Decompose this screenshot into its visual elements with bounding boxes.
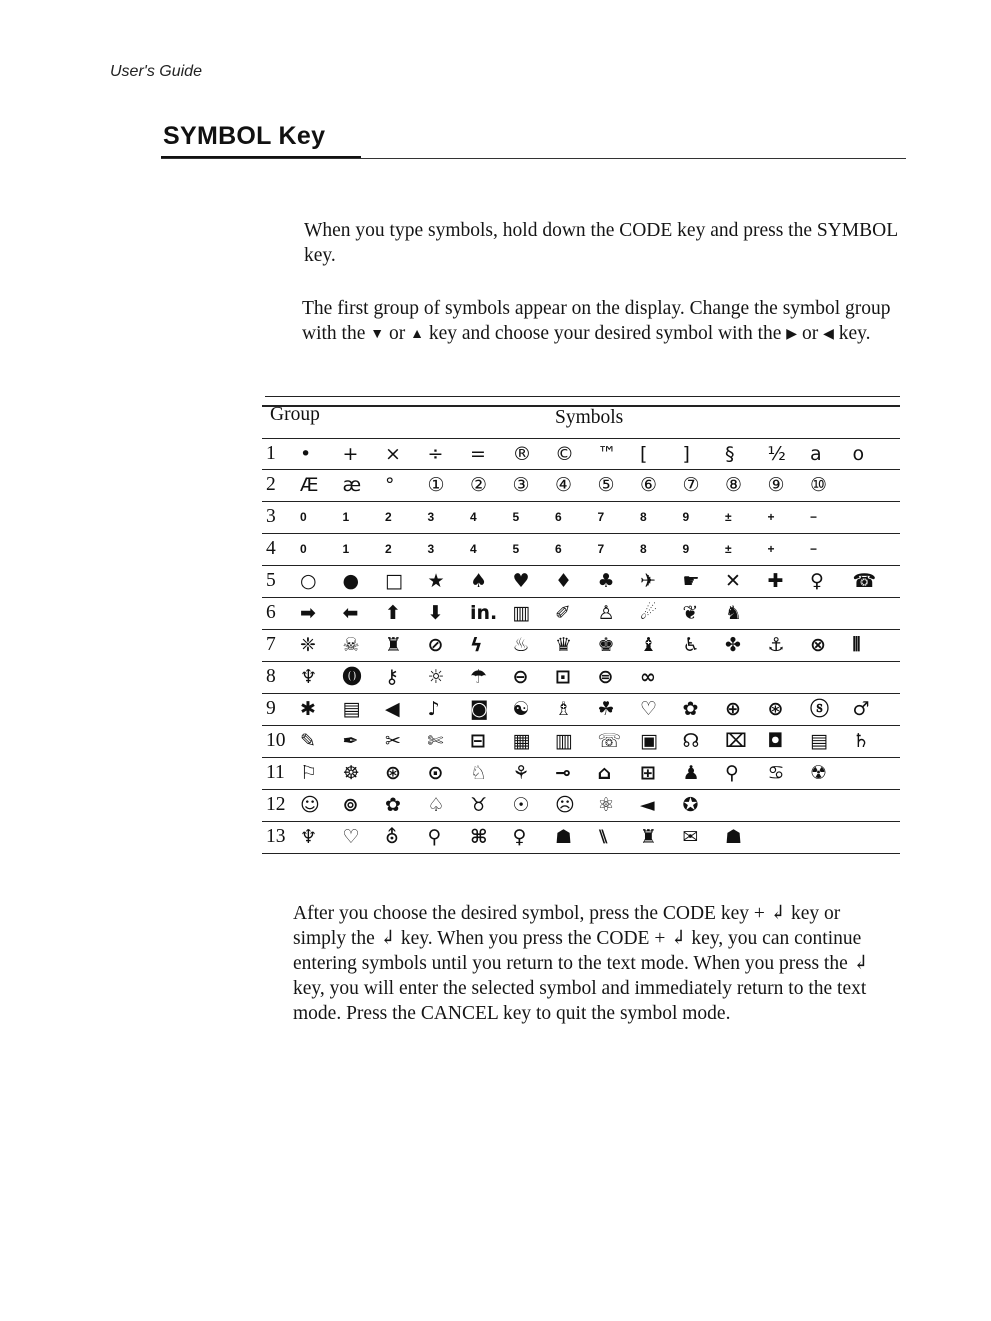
group-number: 1 bbox=[266, 443, 276, 464]
p2-text-b: or bbox=[388, 323, 406, 344]
symbol-cell: ♜ bbox=[385, 634, 403, 656]
symbol-cell: ⊛ bbox=[767, 698, 784, 720]
symbol-cell: ⊚ bbox=[342, 794, 359, 816]
symbol-cell: [ bbox=[640, 443, 648, 465]
symbol-cell: 8 bbox=[640, 542, 647, 556]
symbol-cell: ✉ bbox=[682, 826, 699, 848]
p2-text-d: or bbox=[801, 323, 819, 344]
symbol-cell: ⬅ bbox=[342, 602, 359, 624]
symbol-cell: ϟ bbox=[470, 634, 483, 656]
symbol-cell: + bbox=[342, 443, 359, 465]
symbol-cell: ◄ bbox=[640, 794, 655, 816]
symbol-cell: ✈ bbox=[640, 570, 656, 592]
symbol-cell: ± bbox=[725, 542, 732, 556]
symbol-cell: 9 bbox=[682, 542, 690, 556]
symbol-cell: © bbox=[555, 443, 574, 465]
group-number: 11 bbox=[266, 762, 285, 783]
symbol-list bbox=[300, 505, 900, 529]
symbol-cell: ✎ bbox=[300, 730, 316, 752]
symbol-cell: ✂ bbox=[385, 730, 401, 752]
symbol-cell: ± bbox=[725, 510, 732, 524]
symbol-cell: ② bbox=[470, 474, 488, 496]
symbol-cell: ♀ bbox=[810, 570, 824, 592]
symbol-cell: ⓿ bbox=[342, 666, 362, 688]
outro-paragraph: After you choose the desired symbol, press the CODE key + ↲ key or simply the ↲ key. When you press the CODE + ↲ key, you can continue entering symbols until you return to the text mode. When you press the ↲ key, you will enter the selected symbol and immediately return to the text mode. Press the CANCEL key to quit the symbol mode. bbox=[293, 903, 869, 1024]
symbol-cell: 7 bbox=[597, 510, 605, 524]
symbol-cell: o bbox=[852, 443, 865, 465]
symbol-cell: ⚐ bbox=[300, 762, 318, 784]
symbol-list bbox=[300, 633, 900, 657]
symbol-cell: ♣ bbox=[597, 570, 615, 592]
symbol-cell: × bbox=[385, 443, 401, 465]
symbol-cell: ☸ bbox=[342, 762, 360, 784]
symbol-cell: ☼ bbox=[427, 666, 445, 688]
symbol-cell: 0 bbox=[300, 510, 307, 524]
symbol-cell: ✄ bbox=[427, 730, 444, 752]
group-number: 4 bbox=[266, 538, 276, 559]
symbol-cell: ⬇ bbox=[427, 602, 444, 624]
symbol-cell: ⚓ bbox=[767, 634, 785, 656]
symbol-list bbox=[300, 825, 900, 849]
symbol-cell: Æ bbox=[300, 474, 319, 496]
symbol-cell: ] bbox=[682, 443, 690, 465]
symbol-cell: ♛ bbox=[555, 634, 573, 656]
symbol-cell: ☘ bbox=[597, 698, 615, 720]
symbol-rows bbox=[262, 438, 900, 854]
symbol-cell: ∞ bbox=[640, 666, 656, 688]
symbol-cell: ▥ bbox=[555, 730, 573, 752]
symbol-cell: 5 bbox=[512, 542, 520, 556]
symbol-cell: ⑥ bbox=[640, 474, 658, 496]
group-number: 10 bbox=[266, 730, 286, 751]
intro-paragraph-2 bbox=[302, 296, 902, 347]
symbol-cell: æ bbox=[342, 474, 362, 496]
symbol-cell: ÷ bbox=[427, 443, 444, 465]
symbol-cell: ☎ bbox=[852, 570, 877, 592]
symbol-cell: ☗ bbox=[555, 826, 573, 848]
symbol-cell: 4 bbox=[470, 510, 477, 524]
symbol-cell: ♡ bbox=[640, 698, 658, 720]
symbol-cell: ⊗ bbox=[810, 634, 826, 656]
symbol-list bbox=[300, 697, 900, 721]
symbol-cell: ▣ bbox=[640, 730, 658, 752]
symbol-cell: § bbox=[725, 443, 735, 465]
symbol-cell: ☗ bbox=[725, 826, 743, 848]
symbol-cell: ♘ bbox=[470, 762, 488, 784]
symbol-cell: ⛢ bbox=[385, 826, 399, 848]
symbol-cell: ◀ bbox=[385, 698, 400, 720]
symbol-cell: ½ bbox=[767, 443, 786, 465]
symbol-cell: ⓢ bbox=[810, 698, 830, 720]
table-row bbox=[262, 566, 900, 598]
symbol-cell: ✐ bbox=[555, 602, 571, 624]
symbol-cell: ♀ bbox=[512, 826, 527, 848]
table-row bbox=[262, 598, 900, 630]
symbol-cell: ♠ bbox=[470, 570, 488, 592]
symbol-cell: 4 bbox=[470, 542, 477, 556]
group-number: 6 bbox=[266, 602, 276, 623]
group-number: 3 bbox=[266, 506, 276, 527]
right-arrow-icon: ▶ bbox=[786, 327, 798, 342]
table-row bbox=[262, 438, 900, 470]
table-row bbox=[262, 758, 900, 790]
symbol-cell: ♨ bbox=[512, 634, 530, 656]
table-row bbox=[262, 534, 900, 566]
table-row bbox=[262, 630, 900, 662]
symbol-cell: = bbox=[470, 443, 486, 465]
symbol-cell: ⑩ bbox=[810, 474, 828, 496]
symbol-cell: ⫴ bbox=[852, 634, 861, 656]
symbol-cell: ☛ bbox=[682, 570, 700, 592]
symbol-list bbox=[300, 729, 900, 753]
symbol-cell: 1 bbox=[342, 542, 350, 556]
symbol-cell: 0 bbox=[300, 542, 307, 556]
group-number: 7 bbox=[266, 634, 276, 655]
symbol-cell: ⌘ bbox=[470, 826, 488, 848]
running-header: User's Guide bbox=[110, 63, 202, 80]
symbol-cell: ⊟ bbox=[470, 730, 486, 752]
column-header-group: Group bbox=[270, 404, 320, 425]
symbol-cell: ☏ bbox=[597, 730, 622, 752]
symbol-cell: ♙ bbox=[597, 602, 615, 624]
symbol-cell: − bbox=[810, 542, 818, 556]
symbol-cell: ⊡ bbox=[555, 666, 571, 688]
symbol-list bbox=[300, 793, 900, 817]
symbol-cell: ⊙ bbox=[427, 762, 444, 784]
symbol-cell: ♞ bbox=[725, 602, 743, 624]
symbol-cell: ☄ bbox=[640, 602, 658, 624]
symbol-cell: ⑤ bbox=[597, 474, 615, 496]
symbol-cell: ⊘ bbox=[427, 634, 444, 656]
symbol-list bbox=[300, 665, 900, 689]
group-number: 13 bbox=[266, 826, 286, 847]
symbol-cell: 1 bbox=[342, 510, 350, 524]
symbol-cell: ♜ bbox=[640, 826, 658, 848]
symbol-cell: ♥ bbox=[512, 570, 530, 592]
symbol-cell: ▤ bbox=[810, 730, 828, 752]
symbol-cell: ☠ bbox=[342, 634, 360, 656]
symbol-cell: ♗ bbox=[555, 698, 573, 720]
symbol-list bbox=[300, 761, 900, 785]
symbol-cell: ♆ bbox=[300, 826, 318, 848]
table-row bbox=[262, 662, 900, 694]
group-number: 9 bbox=[266, 698, 276, 719]
group-number: 12 bbox=[266, 794, 286, 815]
p2-text-a: The first group of symbols appear on the display. Change the symbol group with the bbox=[302, 298, 891, 344]
p2-text-e: key. bbox=[838, 323, 871, 344]
symbol-cell: • bbox=[300, 443, 312, 465]
symbol-cell: ✿ bbox=[682, 698, 699, 720]
symbol-cell: ⊕ bbox=[725, 698, 741, 720]
symbol-list bbox=[300, 473, 900, 497]
symbol-cell: ⚘ bbox=[512, 762, 530, 784]
symbol-cell: ♋ bbox=[767, 762, 785, 784]
symbol-cell: ✕ bbox=[725, 570, 741, 592]
symbol-cell: ♦ bbox=[555, 570, 573, 592]
symbol-cell: ✒ bbox=[342, 730, 359, 752]
symbol-cell: ♄ bbox=[852, 730, 870, 752]
symbol-list bbox=[300, 442, 900, 466]
symbol-cell: ○ bbox=[300, 570, 317, 592]
symbol-cell: ④ bbox=[555, 474, 573, 496]
symbol-cell: 2 bbox=[385, 542, 392, 556]
symbol-cell: ➡ bbox=[300, 602, 316, 624]
symbol-cell: 2 bbox=[385, 510, 392, 524]
symbol-cell: ⚷ bbox=[385, 666, 399, 688]
symbol-cell: ™ bbox=[597, 443, 617, 465]
symbol-cell: ⊖ bbox=[512, 666, 529, 688]
symbol-cell: ♡ bbox=[342, 826, 360, 848]
symbol-cell: ● bbox=[342, 570, 360, 592]
symbol-cell: ☂ bbox=[470, 666, 488, 688]
symbol-cell: 7 bbox=[597, 542, 605, 556]
table-row bbox=[262, 822, 900, 854]
symbol-cell: 5 bbox=[512, 510, 520, 524]
symbol-cell: ☢ bbox=[810, 762, 828, 784]
table-row bbox=[262, 502, 900, 534]
symbol-cell: ◙ bbox=[470, 698, 489, 720]
group-number: 2 bbox=[266, 474, 276, 495]
symbol-cell: + bbox=[767, 542, 775, 556]
symbol-cell: 8 bbox=[640, 510, 647, 524]
symbol-cell: ♚ bbox=[597, 634, 615, 656]
group-number: 8 bbox=[266, 666, 276, 687]
symbol-cell: ⌂ bbox=[597, 762, 612, 784]
symbol-cell: ③ bbox=[512, 474, 530, 496]
symbol-cell: ⌧ bbox=[725, 730, 747, 752]
symbol-cell: ♆ bbox=[300, 666, 318, 688]
symbol-cell: ⬆ bbox=[385, 602, 401, 624]
symbol-cell: ▦ bbox=[512, 730, 531, 752]
symbol-list bbox=[300, 601, 900, 625]
symbol-cell: ✿ bbox=[385, 794, 401, 816]
symbol-cell: ⑧ bbox=[725, 474, 743, 496]
symbol-cell: 6 bbox=[555, 510, 562, 524]
symbol-cell: − bbox=[810, 510, 818, 524]
symbol-cell: 6 bbox=[555, 542, 562, 556]
symbol-cell: ® bbox=[512, 443, 532, 465]
symbol-cell: ✱ bbox=[300, 698, 316, 720]
p2-text-c: key and choose your desired symbol with the bbox=[428, 323, 782, 344]
symbol-cell: 9 bbox=[682, 510, 690, 524]
symbol-cell: ☉ bbox=[512, 794, 530, 816]
section-title: SYMBOL Key bbox=[163, 122, 326, 150]
symbol-cell: ♟ bbox=[682, 762, 700, 784]
table-row bbox=[262, 470, 900, 502]
symbol-cell: ✤ bbox=[725, 634, 741, 656]
table-row bbox=[262, 790, 900, 822]
symbol-cell: ☺ bbox=[300, 794, 320, 816]
symbol-cell: 3 bbox=[427, 510, 435, 524]
symbol-cell: ⊸ bbox=[555, 762, 571, 784]
symbol-cell: ⊜ bbox=[597, 666, 614, 688]
symbol-cell: ⚲ bbox=[725, 762, 739, 784]
symbol-cell: ★ bbox=[427, 570, 445, 592]
table-row bbox=[262, 694, 900, 726]
table-top-rule bbox=[265, 396, 900, 397]
symbol-cell: ♂ bbox=[852, 698, 870, 720]
symbol-cell: ⑊ bbox=[597, 826, 609, 848]
symbol-list bbox=[300, 569, 900, 593]
symbol-cell: ✪ bbox=[682, 794, 699, 816]
intro-paragraph-1: When you type symbols, hold down the CODE key and press the SYMBOL key. bbox=[304, 220, 898, 266]
group-number: 5 bbox=[266, 570, 276, 591]
symbol-cell: ⑨ bbox=[767, 474, 785, 496]
symbol-cell: ⊞ bbox=[640, 762, 656, 784]
title-rule bbox=[161, 158, 906, 159]
left-arrow-icon: ◀ bbox=[823, 327, 834, 342]
symbol-cell: ▥ bbox=[512, 602, 531, 624]
down-arrow-icon: ▼ bbox=[370, 327, 385, 342]
symbol-cell: + bbox=[767, 510, 775, 524]
symbol-cell: □ bbox=[385, 570, 403, 592]
symbol-cell: ° bbox=[385, 474, 395, 496]
symbol-list bbox=[300, 537, 900, 561]
symbol-cell: ☊ bbox=[682, 730, 700, 752]
symbol-cell: ▤ bbox=[342, 698, 361, 720]
table-row bbox=[262, 726, 900, 758]
symbol-cell: ① bbox=[427, 474, 445, 496]
symbol-cell: a bbox=[810, 443, 822, 465]
symbol-cell: ⚲ bbox=[427, 826, 442, 848]
symbol-cell: ◘ bbox=[767, 730, 784, 752]
symbol-cell: ☹ bbox=[555, 794, 575, 816]
symbol-cell: ♉ bbox=[470, 794, 488, 816]
symbol-cell: ♤ bbox=[427, 794, 445, 816]
symbol-cell: ♿ bbox=[682, 634, 700, 656]
symbol-cell: ⚛ bbox=[597, 794, 615, 816]
symbol-cell: 3 bbox=[427, 542, 435, 556]
up-arrow-icon: ▲ bbox=[410, 327, 424, 342]
symbol-cell: in. bbox=[470, 602, 498, 624]
symbol-cell: ⑦ bbox=[682, 474, 700, 496]
column-header-symbols: Symbols bbox=[555, 407, 624, 428]
symbol-cell: ⊛ bbox=[385, 762, 401, 784]
symbol-cell: ❦ bbox=[682, 602, 699, 624]
symbol-cell: ☯ bbox=[512, 698, 530, 720]
symbol-cell: ❈ bbox=[300, 634, 316, 656]
symbol-cell: ✚ bbox=[767, 570, 784, 592]
symbol-cell: ♪ bbox=[427, 698, 440, 720]
symbol-cell: ♝ bbox=[640, 634, 658, 656]
